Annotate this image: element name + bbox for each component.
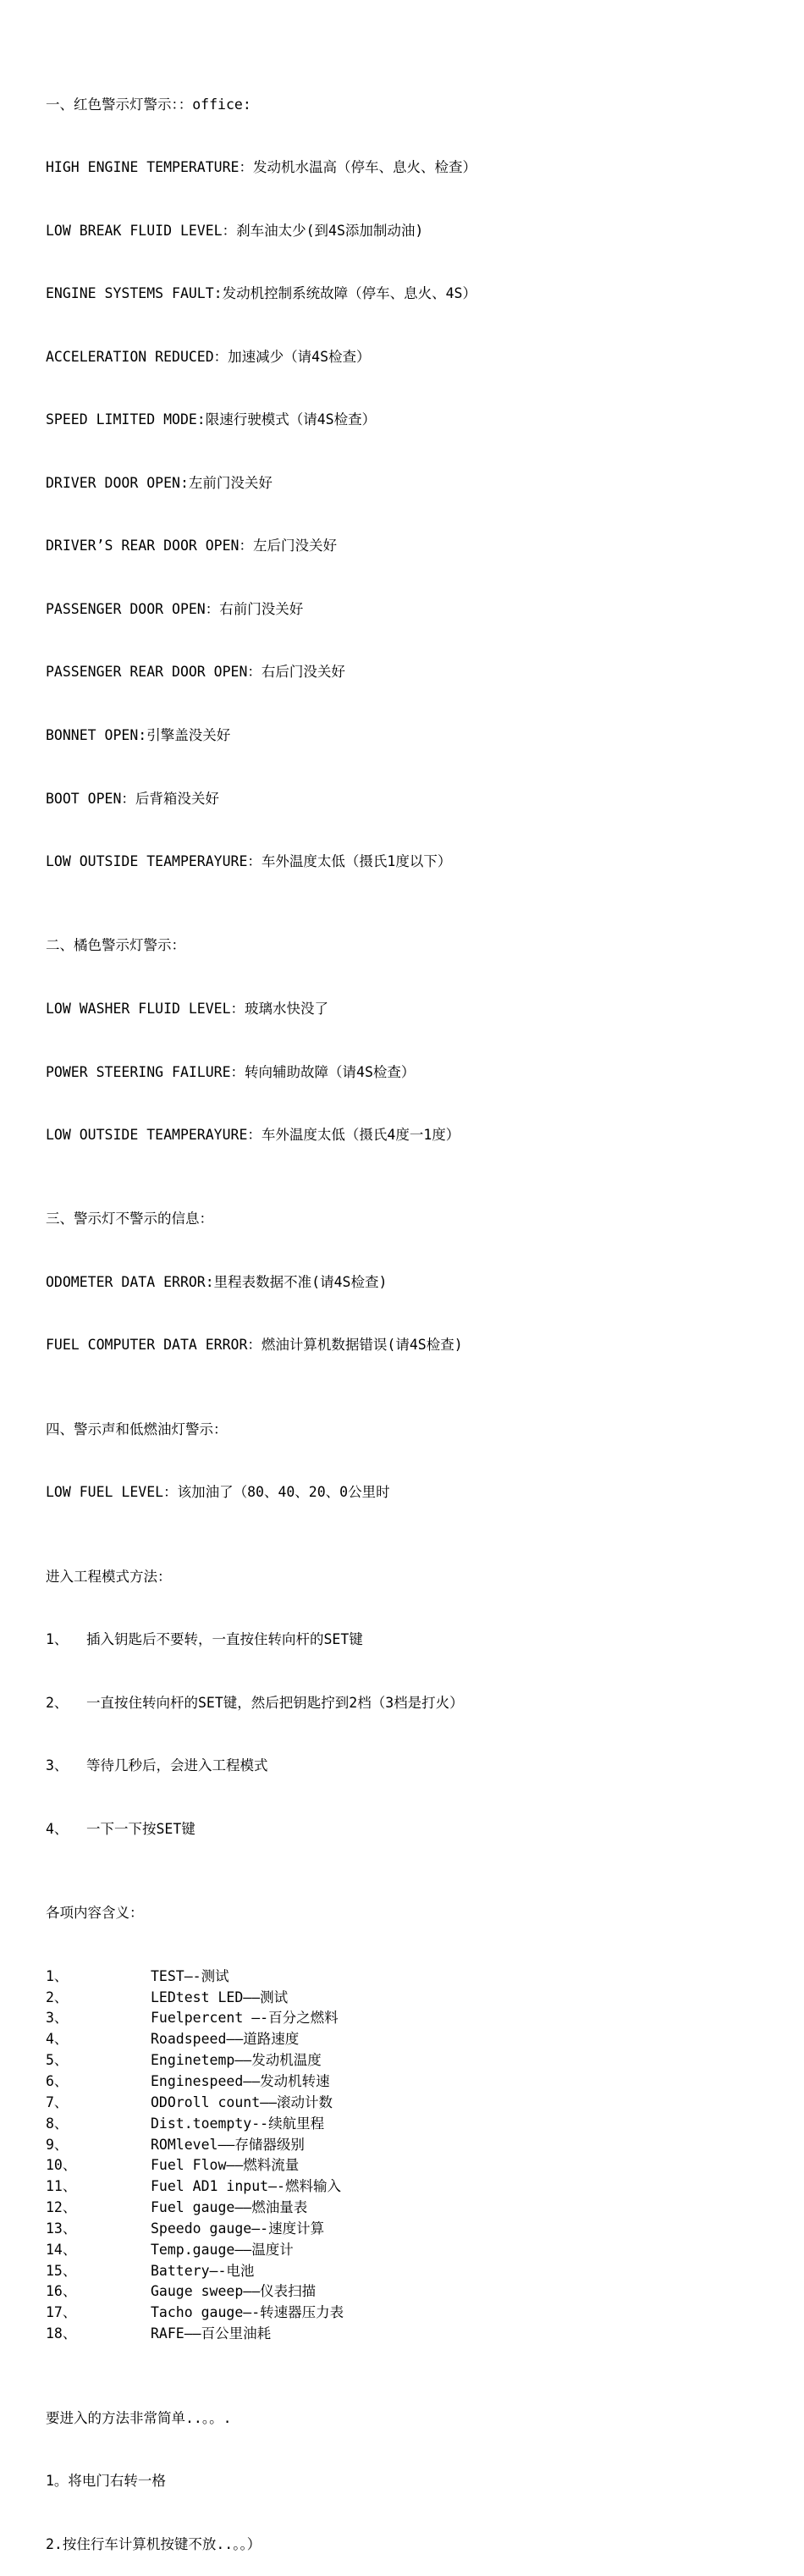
item-number: 2、 <box>46 1989 69 2005</box>
item-number: 7、 <box>46 2093 69 2110</box>
item-text: Fuel Flow——燃料流量 <box>151 2157 300 2174</box>
section-title-red: 一、红色警示灯警示：：office: <box>46 96 251 113</box>
item-number: 12、 <box>46 2199 77 2216</box>
step-text: 等待几秒后，会进入工程模式 <box>86 1757 268 1774</box>
section-title-method: 要进入的方法非常简单..。。. <box>46 2409 232 2426</box>
section-title-fuel: 四、警示声和低燃油灯警示： <box>46 1420 228 1437</box>
item-text: ROMlevel——存储器级别 <box>151 2136 305 2153</box>
meaning-item <box>46 1988 774 2009</box>
meaning-item <box>46 2155 774 2176</box>
engineering-step <box>46 1819 774 1840</box>
meaning-list <box>46 1966 774 2345</box>
item-text: Enginespeed——发动机转速 <box>151 2073 330 2089</box>
item-number: 14、 <box>46 2241 77 2258</box>
item-number: 3、 <box>46 2010 69 2027</box>
item-text: Tacho gauge—-转速器压力表 <box>151 2304 344 2321</box>
orange-item: POWER STEERING FAILURE：转向辅助故障（请4S检查） <box>46 1063 416 1080</box>
fuel-item: LOW FUEL LEVEL：该加油了（80、40、20、0公里时 <box>46 1484 390 1501</box>
red-item: PASSENGER DOOR OPEN：右前门没关好 <box>46 600 304 617</box>
item-number: 9、 <box>46 2136 69 2153</box>
red-item: PASSENGER REAR DOOR OPEN：右后门没关好 <box>46 664 345 681</box>
item-text: Enginetemp——发动机温度 <box>151 2052 322 2069</box>
meaning-item <box>46 2240 774 2261</box>
item-number: 1、 <box>46 1967 69 1984</box>
method-line: 1。将电门右转一格 <box>46 2473 166 2490</box>
engineering-step <box>46 1693 774 1714</box>
item-text: Roadspeed——道路速度 <box>151 2031 300 2048</box>
red-item: DRIVER’S REAR DOOR OPEN：左后门没关好 <box>46 538 337 554</box>
orange-item: LOW OUTSIDE TEAMPERAYURE：车外温度太低（摄氏4度一1度） <box>46 1127 460 1144</box>
item-number: 15、 <box>46 2262 77 2279</box>
item-text: Dist.toempty--续航里程 <box>151 2115 325 2132</box>
red-item: ENGINE SYSTEMS FAULT:发动机控制系统故障（停车、息火、4S） <box>46 285 476 302</box>
item-number: 18、 <box>46 2325 77 2342</box>
item-text: LEDtest LED——测试 <box>151 1989 289 2005</box>
method-line: 2.按住行车计算机按键不放..。。） <box>46 2535 262 2552</box>
document-page <box>46 52 774 2576</box>
red-item: HIGH ENGINE TEMPERATURE：发动机水温高（停车、息火、检查） <box>46 159 476 176</box>
red-item: DRIVER DOOR OPEN:左前门没关好 <box>46 474 273 491</box>
item-number: 6、 <box>46 2073 69 2089</box>
item-text: Battery—-电池 <box>151 2262 255 2279</box>
engineering-step <box>46 1630 774 1651</box>
meaning-item <box>46 2324 774 2345</box>
meaning-item <box>46 2198 774 2219</box>
meaning-item <box>46 2135 774 2156</box>
item-text: Fuelpercent —-百分之燃料 <box>151 2010 339 2027</box>
red-item: LOW OUTSIDE TEAMPERAYURE：车外温度太低（摄氏1度以下） <box>46 853 452 870</box>
orange-item: LOW WASHER FLUID LEVEL：玻璃水快没了 <box>46 1000 329 1017</box>
meaning-item <box>46 2050 774 2071</box>
red-item: BONNET OPEN:引擎盖没关好 <box>46 727 231 743</box>
item-number: 5、 <box>46 2052 69 2069</box>
step-number: 3、 <box>46 1757 69 1774</box>
item-number: 16、 <box>46 2283 77 2300</box>
step-number: 2、 <box>46 1694 69 1711</box>
meaning-item <box>46 2261 774 2282</box>
info-item: ODOMETER DATA ERROR:里程表数据不准(请4S检查) <box>46 1273 388 1290</box>
info-item: FUEL COMPUTER DATA ERROR：燃油计算机数据错误(请4S检查) <box>46 1337 463 1354</box>
item-text: Fuel AD1 input—-燃料输入 <box>151 2178 341 2195</box>
engineering-step <box>46 1756 774 1777</box>
section-title-meanings: 各项内容含义： <box>46 1905 144 1922</box>
red-item: ACCELERATION REDUCED：加速减少（请4S检查） <box>46 348 371 365</box>
section-title-info: 三、警示灯不警示的信息： <box>46 1211 213 1227</box>
meaning-item <box>46 2071 774 2093</box>
step-number: 4、 <box>46 1820 69 1837</box>
meaning-item <box>46 2176 774 2198</box>
item-number: 11、 <box>46 2178 77 2195</box>
step-number: 1、 <box>46 1631 69 1648</box>
item-number: 4、 <box>46 2031 69 2048</box>
item-number: 8、 <box>46 2115 69 2132</box>
meaning-item <box>46 2008 774 2029</box>
item-number: 10、 <box>46 2157 77 2174</box>
section-title-orange: 二、橘色警示灯警示： <box>46 937 185 954</box>
meaning-item <box>46 2303 774 2324</box>
section-title-engineering-mode: 进入工程模式方法： <box>46 1568 172 1585</box>
step-text: 一直按住转向杆的SET键，然后把钥匙拧到2档（3档是打火） <box>86 1694 464 1711</box>
step-text: 插入钥匙后不要转，一直按住转向杆的SET键 <box>86 1631 363 1648</box>
item-text: Fuel gauge——燃油量表 <box>151 2199 308 2216</box>
item-text: Gauge sweep——仪表扫描 <box>151 2283 317 2300</box>
item-text: ODOroll count——滚动计数 <box>151 2093 333 2110</box>
meaning-item <box>46 2029 774 2050</box>
meaning-item <box>46 2281 774 2303</box>
item-text: Temp.gauge——温度计 <box>151 2241 294 2258</box>
meaning-item <box>46 2093 774 2114</box>
red-item: BOOT OPEN：后背箱没关好 <box>46 790 219 807</box>
item-number: 17、 <box>46 2304 77 2321</box>
item-text: Speedo gauge—-速度计算 <box>151 2220 325 2237</box>
meaning-item <box>46 2219 774 2240</box>
meaning-item <box>46 2114 774 2135</box>
item-text: TEST—-测试 <box>151 1967 229 1984</box>
red-item: SPEED LIMITED MODE:限速行驶模式（请4S检查） <box>46 411 377 428</box>
item-text: RAFE——百公里油耗 <box>151 2325 272 2342</box>
step-text: 一下一下按SET键 <box>86 1820 195 1837</box>
item-number: 13、 <box>46 2220 77 2237</box>
meaning-item <box>46 1966 774 1988</box>
red-item: LOW BREAK FLUID LEVEL：刹车油太少(到4S添加制动油) <box>46 222 424 239</box>
